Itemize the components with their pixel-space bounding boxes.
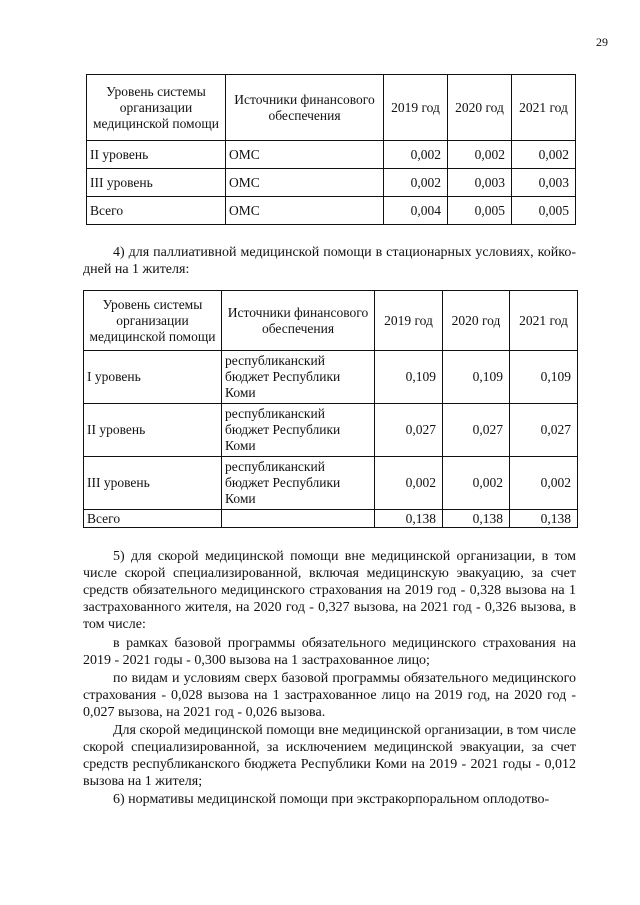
cell-value: 0,109: [375, 351, 443, 404]
cell-level: II уровень: [84, 404, 222, 457]
cell-value: 0,027: [510, 404, 578, 457]
cell-value: 0,002: [512, 141, 576, 169]
cell-value: 0,002: [443, 457, 510, 510]
paragraph-6: 6) нормативы медицинской помощи при экстракорпоральном оплодотво-: [113, 792, 550, 807]
cell-value: 0,027: [443, 404, 510, 457]
table-row: [84, 351, 578, 404]
cell-level: Всего: [84, 510, 222, 528]
cell-source: ОМС: [226, 197, 384, 225]
cell-value: 0,002: [384, 141, 448, 169]
table-row: [84, 457, 578, 510]
cell-source: республиканский бюджет Республики Коми: [222, 404, 375, 457]
paragraph-5: 5) для скорой медицинской помощи вне медицинской организации, в том числе скорой специализированной, включая медицинскую эвакуацию, за счет средств обязательного медицинского страхования на 2019 год - 0,328 вызова на 1 застрахованного жителя, на 2020 год - 0,327 вызова, на 2021 год - 0,326 вызова, в том числе:: [83, 549, 576, 632]
cell-level: III уровень: [84, 457, 222, 510]
cell-value: 0,002: [510, 457, 578, 510]
cell-value: 0,004: [384, 197, 448, 225]
cell-value: 0,005: [512, 197, 576, 225]
paragraph-5c: Для скорой медицинской помощи вне медицинской организации, в том числе скорой специализированной, за исключением медицинской эвакуации, за счет средств республиканского бюджета Республики Коми на 2019 - 2021 годы - 0,012 вызова на 1 жителя;: [83, 723, 576, 789]
cell-value: 0,003: [448, 169, 512, 197]
table-row: [84, 510, 578, 528]
paragraph-5b: по видам и условиям сверх базовой программы обязательного медицинского страхования - 0,028 вызова на 1 застрахованное лицо на 2019 год, на 2020 год - 0,027 вызова, на 2021 год - 0,026 вызова.: [83, 671, 576, 720]
cell-source: [222, 510, 375, 528]
table-header-row: [84, 291, 578, 351]
header-2021: 2021 год: [512, 75, 576, 141]
header-2020: 2020 год: [448, 75, 512, 141]
cell-value: 0,005: [448, 197, 512, 225]
header-source: Источники финансового обеспечения: [226, 75, 384, 141]
cell-value: 0,109: [443, 351, 510, 404]
cell-level: III уровень: [87, 169, 226, 197]
header-level: Уровень системы организации медицинской помощи: [87, 75, 226, 141]
table-row: [87, 197, 576, 225]
paragraph-4: 4) для паллиативной медицинской помощи в стационарных условиях, койко-дней на 1 жителя:: [83, 245, 576, 277]
header-2021: 2021 год: [510, 291, 578, 351]
table-palliative-levels: [83, 290, 578, 528]
cell-value: 0,138: [375, 510, 443, 528]
cell-value: 0,109: [510, 351, 578, 404]
cell-value: 0,002: [384, 169, 448, 197]
cell-value: 0,027: [375, 404, 443, 457]
cell-value: 0,138: [443, 510, 510, 528]
table-row: [87, 169, 576, 197]
header-2019: 2019 год: [384, 75, 448, 141]
cell-source: республиканский бюджет Республики Коми: [222, 351, 375, 404]
cell-source: ОМС: [226, 141, 384, 169]
table-header-row: [87, 75, 576, 141]
cell-value: 0,003: [512, 169, 576, 197]
header-2020: 2020 год: [443, 291, 510, 351]
cell-source: ОМС: [226, 169, 384, 197]
paragraph-5a: в рамках базовой программы обязательного медицинского страхования на 2019 - 2021 годы - 0,300 вызова на 1 застрахованное лицо;: [83, 636, 576, 668]
cell-source: республиканский бюджет Республики Коми: [222, 457, 375, 510]
cell-level: Всего: [87, 197, 226, 225]
table-row: [87, 141, 576, 169]
cell-value: 0,002: [375, 457, 443, 510]
cell-level: II уровень: [87, 141, 226, 169]
header-level: Уровень системы организации медицинской помощи: [84, 291, 222, 351]
header-2019: 2019 год: [375, 291, 443, 351]
header-source: Источники финансового обеспечения: [222, 291, 375, 351]
table-ambulance-levels: [86, 74, 576, 225]
cell-level: I уровень: [84, 351, 222, 404]
table-row: [84, 404, 578, 457]
page-number: 29: [596, 35, 608, 49]
cell-value: 0,002: [448, 141, 512, 169]
cell-value: 0,138: [510, 510, 578, 528]
